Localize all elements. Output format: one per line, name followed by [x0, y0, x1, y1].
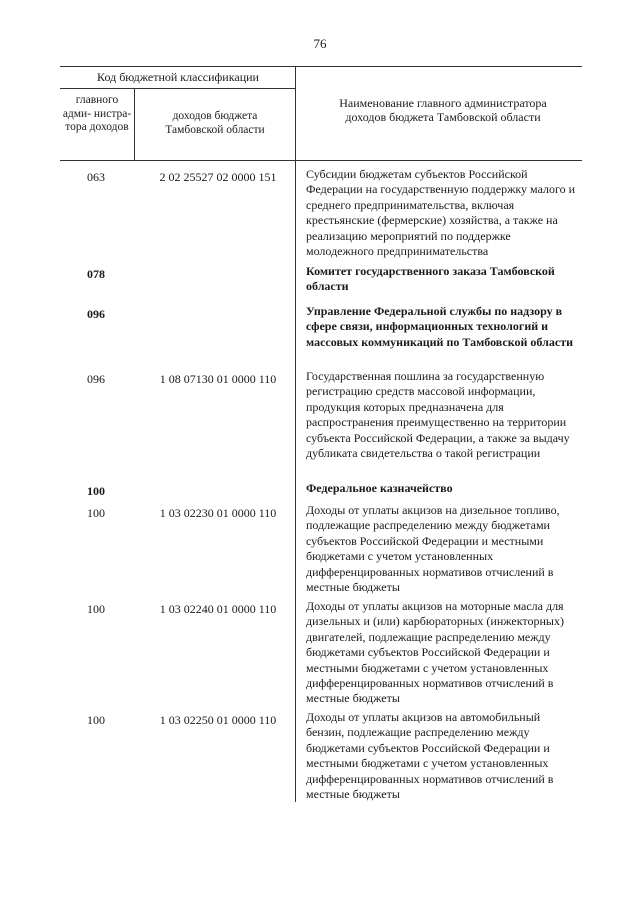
row-name: Государственная пошлина за государственную регистрацию средств массовой информации, продукция которых предназначена для распространения преимущественно на территории субъекта Российской Федерации, а также за выдачу дубликата свидетельства о такой регистрации — [306, 369, 570, 461]
header-group-label: Код бюджетной классификации — [97, 70, 259, 84]
row-name: Управление Федеральной службы по надзору в сфере связи, информационных технологий и массовых коммуникаций по Тамбовской области — [306, 304, 573, 349]
row-admin-code: 100 — [87, 484, 105, 498]
row-name: Доходы от уплаты акцизов на моторные масла для дизельных и (или) карбюраторных (инжекторных) двигателей, подлежащие распределению между бюджетами субъектов Российской Федерации и местными бюджетами с учетом установленных дифференцированных нормативов отчислений в местные бюджеты — [306, 599, 564, 706]
row-budget-code: 1 03 02240 01 0000 110 — [159, 602, 277, 616]
header-bottom-rule — [60, 160, 582, 161]
table-top-rule — [60, 66, 582, 67]
column-divider-1 — [134, 88, 135, 161]
row-name: Субсидии бюджетам субъектов Российской Федерации на государственную поддержку малого и среднего предпринимательства, включая крестьянские (фермерские) хозяйства, а также на реализацию мероприятий по поддержке молодежного предпринимательства — [306, 167, 576, 259]
row-budget-code: 2 02 25527 02 0000 151 — [159, 170, 277, 184]
row-admin-code: 100 — [87, 602, 105, 616]
row-admin-code: 100 — [87, 713, 105, 727]
row-name: Комитет государственного заказа Тамбовской области — [306, 264, 555, 294]
header-income-column: доходов бюджета Тамбовской области — [165, 110, 265, 136]
row-budget-code: 1 03 02250 01 0000 110 — [159, 713, 277, 727]
row-admin-code: 078 — [87, 267, 105, 281]
row-name: Доходы от уплаты акцизов на автомобильный бензин, подлежащие распределению между бюджетами субъектов Российской Федерации и местными бюджетами с учетом установленных дифференцированных нормативов отчислений в местные бюджеты — [306, 710, 554, 802]
header-admin-column: главного адми- нистра- тора доходов — [62, 94, 132, 133]
row-admin-code: 096 — [87, 372, 105, 386]
row-admin-code: 063 — [87, 170, 105, 184]
row-admin-code: 100 — [87, 506, 105, 520]
page-number: 76 — [313, 36, 327, 51]
row-budget-code: 1 03 02230 01 0000 110 — [159, 506, 277, 520]
row-name: Федеральное казначейство — [306, 481, 453, 495]
row-admin-code: 096 — [87, 307, 105, 321]
column-divider-2 — [295, 66, 296, 802]
row-budget-code: 1 08 07130 01 0000 110 — [159, 372, 277, 386]
group-header-rule — [60, 88, 296, 89]
header-name-column: Наименование главного администратора доходов бюджета Тамбовской области — [339, 96, 547, 124]
row-name: Доходы от уплаты акцизов на дизельное топливо, подлежащие распределению между бюджетами субъектов Российской Федерации и местными бюджетами с учетом установленных дифференцированных нормативов отчислений в местные бюджеты — [306, 503, 560, 595]
